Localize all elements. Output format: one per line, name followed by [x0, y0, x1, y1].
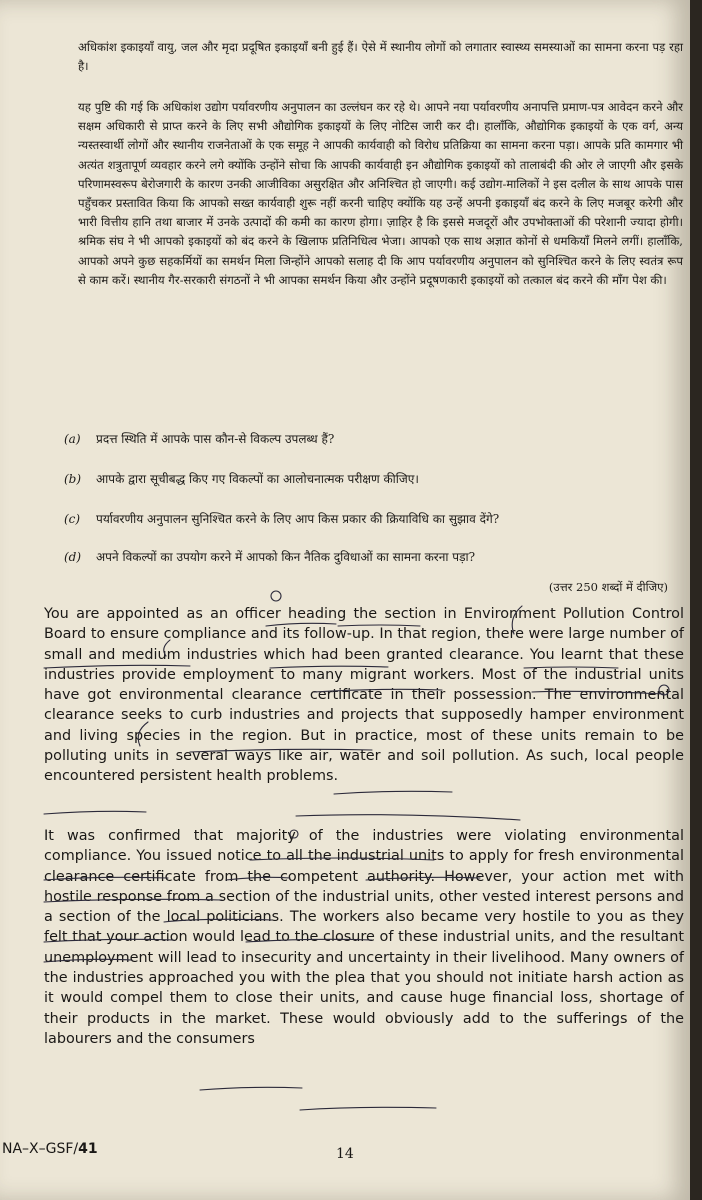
- question-text: अपने विकल्पों का उपयोग करने में आपको किन नैतिक दुविधाओं का सामना करना पड़ा?: [96, 550, 476, 564]
- paper-code-prefix: NA–X–GSF/: [2, 1141, 79, 1157]
- word-limit-note: (उत्तर 250 शब्दों में दीजिए): [548, 580, 668, 594]
- question-label: (c): [64, 512, 81, 526]
- hindi-paragraph-2: यह पुष्टि की गई कि अधिकांश उद्योग पर्यावरणीय अनुपालन का उल्लंघन कर रहे थे। आपने नया पर्यावरणीय अनापत्ति प्रमाण-पत्र आवेदन करने और सक्षम अधिकारी से प्राप्त करने के लिए सभी औद्योगिक इकाइयों के लिए नोटिस जारी कर दी। हालाँकि, औद्योगिक इकाइयों के एक वर्ग, अन्य न्यस्तस्वार्थी लोगों और स्थानीय राजनेताओं के एक समूह ने आपकी कार्यवाही को विरोध प्रतिक्रिया का सामना करना पड़ा। आपके प्रति कामगार भी अत्यंत शत्रुतापूर्ण व्यवहार करने लगे क्योंकि उन्होंने सोचा कि आपकी कार्यवाही इन औद्योगिक इकाइयों को तालाबंदी की ओर ले जाएगी और इसके परिणामस्वरूप बेरोजगारी के कारण उनकी आजीविका असुरक्षित और अनिश्चित हो जाएगी। कई उद्योग-मालिकों ने इस दलील के साथ आपके पास पहुँचकर प्रस्तावित किया कि आपको सख्त कार्यवाही शुरू नहीं करनी चाहिए क्योंकि यह उन्हें अपनी इकाइयाँ बंद करने के लिए मजबूर करेगी और भारी वित्तीय हानि तथा बाजार में उनके उत्पादों की कमी का कारण होगा। ज़ाहिर है कि इससे मजदूरों और उपभोक्ताओं की परेशानी ज्यादा होगी। श्रमिक संघ ने भी आपको इकाइयों को बंद करने के खिलाफ प्रतिनिधित्व भेजा। आपको एक साथ अज्ञात कोनों से धमकियाँ मिलने लगीं। हालाँकि, आपको अपने कुछ सहकर्मियों का समर्थन मिला जिन्होंने आपको सलाह दी कि आप पर्यावरणीय अनुपालन को सुनिश्चित करने के लिए स्वतंत्र रूप से काम करें। स्थानीय गैर-सरकारी संगठनों ने भी आपका समर्थन किया और उन्होंने प्रदूषणकारी इकाइयों को तत्काल बंद करने की माँग पेश की।: [78, 100, 683, 287]
- question-text: पर्यावरणीय अनुपालन सुनिश्चित करने के लिए आप किस प्रकार की क्रियाविधि का सुझाव देंगे?: [96, 512, 500, 526]
- underline-mark: [300, 1107, 436, 1110]
- question-text: आपके द्वारा सूचीबद्ध किए गए विकल्पों का आलोचनात्मक परीक्षण कीजिए।: [96, 472, 419, 486]
- question-d: [64, 548, 674, 565]
- question-label: (b): [64, 472, 82, 486]
- question-label: (d): [64, 550, 82, 564]
- page-number: 14: [336, 1146, 354, 1162]
- paper-code: [2, 1141, 98, 1157]
- question-b: [64, 470, 674, 487]
- paper-code-number: 41: [78, 1141, 98, 1157]
- question-c: [64, 510, 674, 527]
- hindi-paragraph-1: अधिकांश इकाइयाँ वायु, जल और मृदा प्रदूषित इकाइयाँ बनी हुई हैं। ऐसे में स्थानीय लोगों को लगातार स्वास्थ्य समस्याओं का सामना करना पड़ रहा है।: [78, 40, 683, 74]
- underline-mark: [44, 811, 146, 814]
- underline-mark: [334, 791, 452, 794]
- circle-mark: [271, 591, 281, 601]
- question-label: (a): [64, 432, 81, 446]
- english-paragraph-2: It was confirmed that majority of the industries were violating environmental compliance. You issued notice to all the industrial units to apply for fresh environmental clearance certificate from the competent authority. However, your action met with hostile response from a section of the industrial units, other vested interest persons and a section of the local politicians. The workers also became very hostile to you as they felt that your action would lead to the closure of these industrial units, and the resultant unemployment will lead to insecurity and uncertainty in their livelihood. Many owners of the industries approached you with the plea that you should not initiate harsh action as it would compel them to close their units, and cause huge financial loss, shortage of their products in the market. These would obviously add to the sufferings of the labourers and the consumers: [44, 828, 684, 1047]
- question-text: प्रदत्त स्थिति में आपके पास कौन-से विकल्प उपलब्ध हैं?: [96, 432, 335, 446]
- underline-mark: [296, 815, 520, 820]
- english-paragraph-1: You are appointed as an officer heading the section in Environment Pollution Control Board to ensure compliance and its follow-up. In that region, there were large number of small and medium industries which had been granted clearance. You learnt that these industries provide employment to many migrant workers. Most of the industrial units have got environmental clearance certificate in their possession. The environmental clearance seeks to curb industries and projects that supposedly hamper environment and living species in the region. But in practice, most of these units remain to be polluting units in several ways like air, water and soil pollution. As such, local people encountered persistent health problems.: [44, 606, 684, 785]
- underline-mark: [200, 1087, 302, 1090]
- book-edge: [690, 0, 702, 1200]
- question-a: [64, 430, 674, 447]
